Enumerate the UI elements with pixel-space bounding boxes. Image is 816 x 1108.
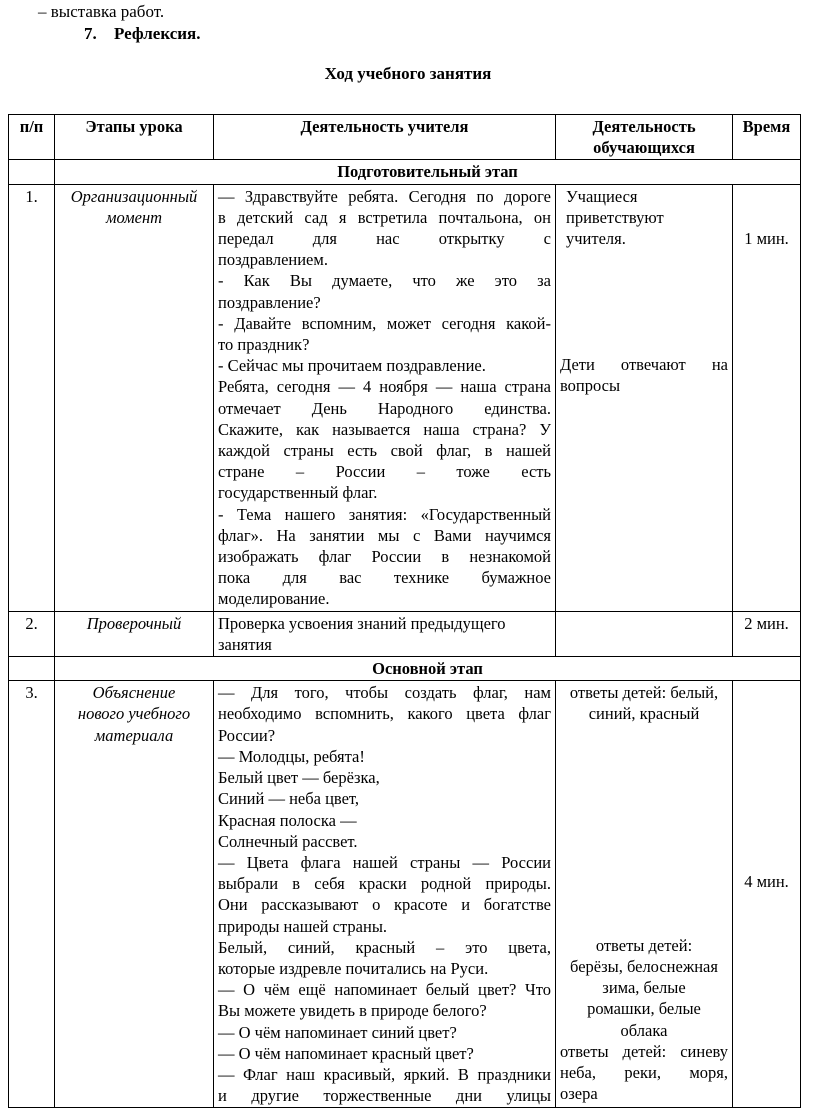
page-title: Ход учебного занятия [324,64,492,83]
spacer [560,746,728,767]
header-time: Время [733,115,801,160]
spacer [560,914,728,935]
stage-line: Объяснение [92,683,176,703]
header-stages: Этапы урока [55,115,214,160]
spacer [737,682,796,703]
spacer [560,872,728,893]
section-empty-cell [9,657,55,681]
text-line: ромашки, белые [587,999,701,1019]
spacer [566,270,728,291]
text-line: берёзы, белоснежная [570,956,718,976]
text-line: Красная полоска — [218,810,357,830]
text-line: ответы детей: синеву [560,1041,728,1061]
text-line: России? [218,725,276,745]
text-line: государственный флаг. [218,483,378,503]
text-line: Они рассказывают о красоте и богатстве [218,895,551,915]
text-line: - Как Вы думаете, что же это за [218,271,551,291]
spacer [566,312,728,333]
text-line: Вы можете увидеть в природе белого? [218,1001,487,1021]
spacer [560,893,728,914]
teacher-activity [214,681,556,1108]
section-title: Подготовительный этап [55,160,801,184]
text-line: — О чём напоминает красный цвет? [218,1043,474,1063]
text-line: Дети отвечают на [560,355,728,375]
text-line: зима, белые [602,978,686,998]
spacer [560,767,728,788]
time-value: 1 мин. [744,228,789,248]
spacer [737,766,796,787]
table-row [9,184,801,611]
stage-line: момент [105,207,163,227]
spacer [737,186,796,207]
text-line: Белый цвет — берёзка, [218,768,380,788]
section-row [9,160,801,184]
header-students-line: Деятельность [592,117,696,136]
text-line: Синий — неба цвет, [218,789,360,809]
text-line: передал для нас открытку с [218,229,551,249]
text-line: в детский сад я встретила почтальона, он [218,207,551,227]
spacer [737,808,796,829]
text-line: — Здравствуйте ребята. Сегодня по дороге [218,186,551,206]
text-line: моделирование. [218,589,330,609]
row-number: 3. [9,681,55,1108]
spacer [560,725,728,746]
lesson-table [8,114,801,1108]
stage-name [55,184,214,611]
table-row [9,611,801,656]
text-line: отмечает День Народного единства. [218,398,551,418]
text-line: — О чём ещё напоминает белый цвет? Что [218,980,551,1000]
students-activity [556,611,733,656]
header-students-line: обучающихся [593,138,695,158]
time-cell: 2 мин. [733,611,801,656]
text-line: поздравление? [218,292,321,312]
text-line: Учащиеся [566,186,638,206]
row-number: 1. [9,184,55,611]
spacer [560,830,728,851]
text-line: - Давайте вспомним, может сегодня какой- [218,313,551,333]
text-line: пока для вас технике бумажное [218,568,551,588]
stage-line: Организационный [70,186,198,206]
text-line: Ребята, сегодня — 4 ноября — наша страна [218,377,551,397]
text-line: — Молодцы, ребята! [218,746,365,766]
text-line: занятия [218,634,272,654]
text-line: поздравлением. [218,250,328,270]
item-text: Рефлексия. [114,24,201,43]
text-line: - Сейчас мы прочитаем поздравление. [218,356,486,376]
text-line: облака [620,1020,668,1040]
text-line: озера [560,1084,598,1104]
stage-line: нового учебного [77,704,191,724]
spacer [737,745,796,766]
row-number: 2. [9,611,55,656]
text-line: стране – России – тоже есть [218,462,551,482]
text-line: ответы детей: белый, [569,683,719,703]
header-teacher: Деятельность учителя [214,115,556,160]
text-line: вопросы [560,376,621,396]
text-line: и другие торжественные дни улицы [218,1086,551,1106]
section-title: Основной этап [55,657,801,681]
text-line: флаг». На занятии мы с Вами научимся [218,525,551,545]
text-line: Солнечный рассвет. [218,831,358,851]
time-cell [733,681,801,1108]
spacer [566,333,728,354]
text-line: Проверка усвоения знаний предыдущего [218,613,506,633]
spacer [737,829,796,850]
spacer [737,207,796,228]
text-line: Скажите, как называется наша страна? У [218,419,551,439]
spacer [737,724,796,745]
text-line: — Для того, чтобы создать флаг, нам [218,683,551,703]
time-value: 4 мин. [744,872,789,892]
text-line: — Флаг наш красивый, яркий. В праздники [218,1064,551,1084]
text-line: — О чём напоминает синий цвет? [218,1022,457,1042]
spacer [737,703,796,724]
intro-item-reflection [84,24,201,44]
spacer [560,851,728,872]
text-line: каждой страны есть свой флаг, в нашей [218,441,551,461]
table-row [9,681,801,1108]
text-line: синий, красный [588,704,700,724]
stage-name [55,681,214,1108]
item-number: 7. [84,24,97,43]
spacer [566,249,728,270]
text-line: приветствуют [566,207,664,227]
text-line: изображать флаг России в незнакомой [218,547,551,567]
header-num: п/п [9,115,55,160]
stage-line: материала [94,725,174,745]
intro-line-exhibition: – выставка работ. [38,2,165,21]
students-activity [556,681,733,1108]
time-cell [733,184,801,611]
text-line: Белый, синий, красный – это цвета, [218,937,551,957]
table-header-row [9,115,801,160]
students-activity [556,184,733,611]
teacher-activity [214,611,556,656]
header-students [556,115,733,160]
text-line: то праздник? [218,335,310,355]
text-line: — Цвета флага нашей страны — России [218,852,551,872]
text-line: ответы детей: [595,935,693,955]
stage-name: Проверочный [55,611,214,656]
text-line: - Тема нашего занятия: «Государственный [218,504,551,524]
teacher-activity [214,184,556,611]
text-line: необходимо вспомнить, какого цвета флаг [218,704,551,724]
text-line: выбрали в себя краски родной природы. [218,874,551,894]
section-row [9,657,801,681]
text-line: природы нашей страны. [218,916,388,936]
section-empty-cell [9,160,55,184]
spacer [737,787,796,808]
text-line: учителя. [566,229,626,249]
text-line: которые издревле почитались на Руси. [218,958,489,978]
spacer [560,788,728,809]
text-line: неба, реки, моря, [560,1062,728,1082]
spacer [737,850,796,871]
spacer [560,809,728,830]
spacer [566,291,728,312]
